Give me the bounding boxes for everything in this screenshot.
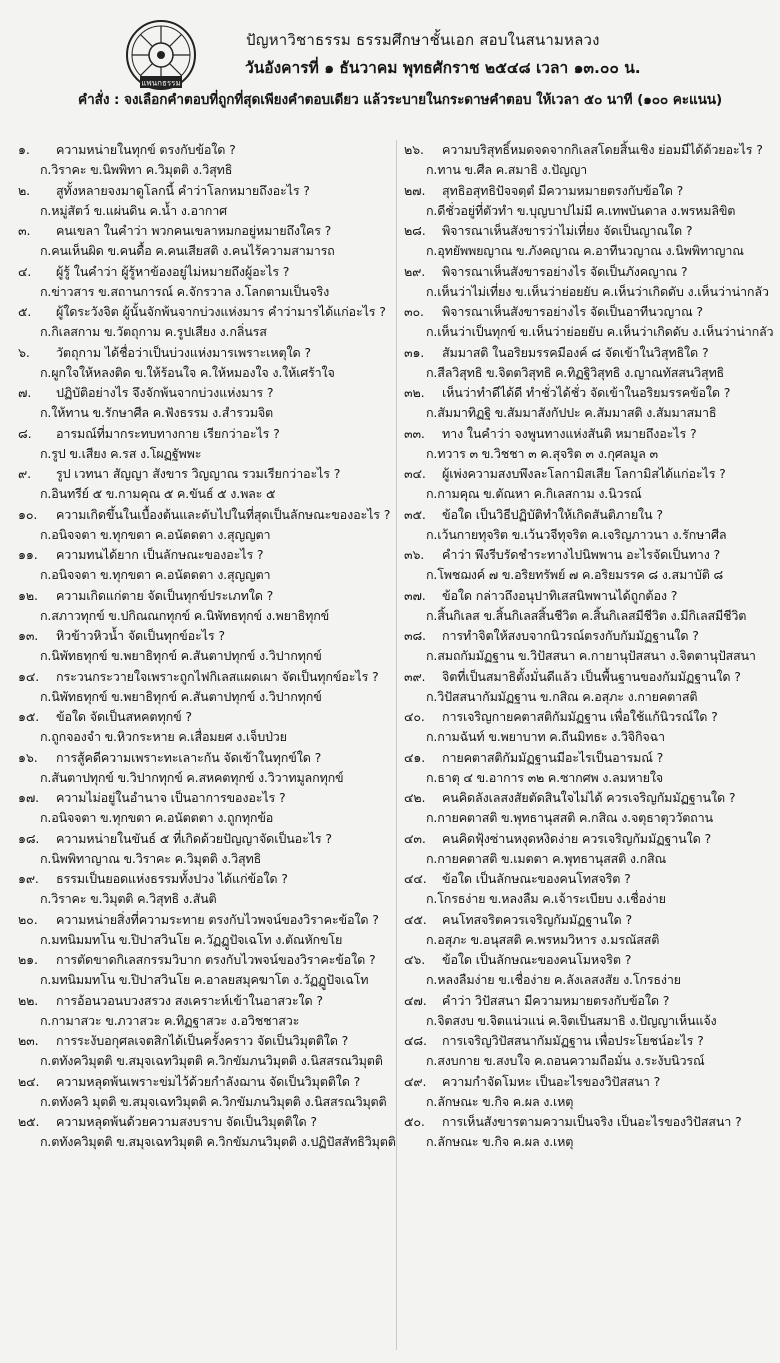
question-options: ก.ผูกใจให้หลงติด ข.ให้ร้อนใจ ค.ให้หมองใจ ง.ให้เศร้าใจ — [40, 364, 335, 380]
question-options: ก.สัมมาทิฏฐิ ข.สัมมาสังกัปปะ ค.สัมมาสติ ง.สัมมาสมาธิ — [426, 405, 717, 420]
question-text: การเจริญกายคตาสติกัมมัฏฐาน เพื่อใช้แก้นิวรณ์ใด ? — [442, 709, 718, 724]
question-number: ๔. — [18, 263, 32, 279]
question-item — [18, 829, 398, 870]
question-number: ๔๗. — [404, 992, 427, 1008]
question-text-line — [18, 262, 289, 282]
question-number: ๘. — [18, 425, 32, 441]
question-number: ๓. — [18, 223, 31, 238]
question-text: พิจารณาเห็นสังขารว่าไม่เที่ยง จัดเป็นญาณใด ? — [442, 223, 693, 238]
question-options: ก.นิพพิทาญาณ ข.วิราคะ ค.วิมุตติ ง.วิสุทธิ — [40, 850, 262, 866]
question-text-line — [404, 302, 703, 322]
question-item — [404, 181, 780, 222]
question-text-line — [404, 1031, 704, 1051]
question-item — [18, 221, 398, 262]
question-text: เห็นว่าทำดีได้ดี ทำชั่วได้ชั่ว จัดเข้าในอริยมรรคข้อใด ? — [442, 385, 731, 400]
question-text: ความหน่ายในทุกข์ ตรงกับข้อใด ? — [56, 142, 236, 157]
question-options: ก.ให้ทาน ข.รักษาศีล ค.ฟังธรรม ง.สำรวมจิต — [40, 405, 273, 420]
question-text: ความหลุดพ้นเพราะข่มไว้ด้วยกำลังฌาน จัดเป็นวิมุตติใด ? — [56, 1073, 361, 1089]
question-text-line — [404, 626, 699, 646]
question-text: ข้อใด จัดเป็นสหคตทุกข์ ? — [56, 709, 192, 724]
question-item — [18, 748, 398, 789]
question-item — [404, 1072, 780, 1113]
question-number: ๑๕. — [18, 709, 40, 724]
question-item — [404, 626, 780, 667]
question-text: ความหน่ายสิ่งที่ความระทาย ตรงกับไวพจน์ของวิราคะข้อใด ? — [56, 911, 379, 927]
questions-column-left — [18, 140, 398, 1153]
question-text: คำว่า วิปัสสนา มีความหมายตรงกับข้อใด ? — [442, 992, 670, 1008]
question-options: ก.อินทรีย์ ๕ ข.กามคุณ ๕ ค.ขันธ์ ๕ ง.พละ ๕ — [40, 486, 276, 501]
question-text-line — [18, 950, 376, 970]
question-text-line — [404, 181, 683, 201]
question-item — [404, 829, 780, 870]
question-number: ๔๔. — [404, 871, 427, 886]
question-text-line — [404, 343, 708, 363]
question-item — [404, 140, 780, 181]
question-number: ๓๔. — [404, 466, 426, 481]
question-text: คนเขลา ในคำว่า พวกคนเขลาหมกอยู่หมายถึงใคร ? — [56, 223, 332, 238]
question-number: ๑๓. — [18, 628, 39, 643]
question-text-line — [18, 667, 379, 687]
question-options: ก.วิปัสสนากัมมัฏฐาน ข.กสิณ ค.อสุภะ ง.กายคตาสติ — [426, 688, 698, 704]
question-text-line — [18, 991, 323, 1011]
question-options: ก.สมถกัมมัฏฐาน ข.วิปัสสนา ค.กายานุปัสสนา ง.จิตตานุปัสสนา — [426, 648, 756, 663]
question-text-line — [18, 140, 236, 160]
question-item — [18, 626, 398, 667]
question-item — [404, 505, 780, 546]
question-text-line — [18, 829, 332, 849]
question-number: ๒๕. — [18, 1114, 40, 1129]
question-number: ๓๘. — [404, 628, 426, 643]
question-text: กายคตาสติกัมมัฏฐานมีอะไรเป็นอารมณ์ ? — [442, 749, 664, 765]
question-item — [404, 424, 780, 465]
question-text-line — [18, 181, 310, 201]
question-options: ก.ลักษณะ ข.กิจ ค.ผล ง.เหตุ — [426, 1093, 574, 1109]
question-text-line — [404, 424, 696, 444]
question-number: ๔๑. — [404, 749, 426, 765]
question-number: ๔๖. — [404, 952, 426, 967]
question-text-line — [18, 707, 192, 727]
question-number: ๑๑. — [18, 547, 38, 562]
dharma-wheel-logo-icon — [118, 18, 204, 92]
question-options: ก.นิพัทธทุกข์ ข.พยาธิทุกข์ ค.สันตาปทุกข์ ง.วิปากทุกข์ — [40, 688, 322, 704]
question-options: ก.เห็นว่าเป็นทุกข์ ข.เห็นว่าย่อยยับ ค.เห็นว่าเกิดดับ ง.เห็นว่าน่ากลัว — [426, 324, 774, 339]
question-number: ๓๕. — [404, 506, 426, 522]
question-number: ๒. — [18, 182, 31, 198]
question-item — [18, 1112, 398, 1153]
question-number: ๔๙. — [404, 1073, 427, 1089]
question-number: ๔๐. — [404, 709, 425, 724]
question-item — [404, 262, 780, 303]
question-number: ๔๕. — [404, 911, 427, 927]
question-options: ก.นิพัทธทุกข์ ข.พยาธิทุกข์ ค.สันตาปทุกข์ ง.วิปากทุกข์ — [40, 648, 322, 663]
question-options: ก.เว้นกายทุจริต ข.เว้นวจีทุจริต ค.เจริญภาวนา ง.รักษาศีล — [426, 526, 727, 542]
question-number: ๒๔. — [18, 1073, 40, 1089]
question-text: ผู้รู้ ในคำว่า ผู้รู้หาข้องอยู่ไม่หมายถึงผู้อะไร ? — [56, 263, 290, 279]
question-options: ก.วิราคะ ข.วิมุตติ ค.วิสุทธิ ง.สันติ — [40, 891, 217, 906]
question-text-line — [18, 586, 273, 606]
question-text-line — [404, 1112, 742, 1132]
question-number: ๒๓. — [18, 1033, 39, 1048]
question-item — [18, 586, 398, 627]
question-options: ก.มทนิมมทโน ข.ปิปาสวินโย ค.อาลยสมุคฆาโต ง.วัฏฏูปัจเฉโท — [40, 972, 369, 987]
question-number: ๓๐. — [404, 304, 424, 319]
question-text: ผู้เพ่งความสงบพึงละโลกามิสเสีย โลกามิสได้แก่อะไร ? — [442, 466, 726, 481]
question-options: ก.อนิจจตา ข.ทุกขตา ค.อนัตตตา ง.สุญญตา — [40, 567, 271, 582]
question-text-line — [404, 1072, 660, 1092]
question-number: ๑๗. — [18, 790, 40, 805]
question-number: ๑. — [18, 142, 30, 157]
question-number: ๓๑. — [404, 344, 425, 360]
question-number: ๑๒. — [18, 587, 38, 603]
question-number: ๓๖. — [404, 547, 425, 562]
question-text: ความบริสุทธิ์หมดจดจากกิเลสโดยสิ้นเชิง ย่อมมีได้ด้วยอะไร ? — [442, 142, 763, 157]
question-item — [404, 302, 780, 343]
question-text-line — [404, 950, 631, 970]
question-text-line — [404, 221, 692, 241]
question-text: สุทธิอสุทธิปัจจตฺตํ มีความหมายตรงกับข้อใด ? — [442, 182, 684, 198]
question-options: ก.วิราคะ ข.นิพพิทา ค.วิมุตติ ง.วิสุทธิ — [40, 162, 233, 177]
question-text: ข้อใด เป็นลักษณะของคนโมหจริต ? — [442, 952, 632, 967]
question-item — [404, 869, 780, 910]
question-item — [18, 262, 398, 303]
question-options: ก.ทวาร ๓ ข.วิชชา ๓ ค.สุจริต ๓ ง.กุศลมูล ๓ — [426, 445, 658, 461]
question-item — [404, 464, 780, 505]
question-options: ก.ทาน ข.ศีล ค.สมาธิ ง.ปัญญา — [426, 162, 587, 177]
question-text: ความหลุดพ้นด้วยความสงบราบ จัดเป็นวิมุตติใด ? — [56, 1114, 317, 1129]
question-number: ๙. — [18, 466, 31, 481]
question-text: ความเกิดขึ้นในเบื้องต้นและดับไปในที่สุดเป็นลักษณะของอะไร ? — [56, 506, 391, 522]
question-options: ก.ตทังควิมุตติ ข.สมุจเฉทวิมุตติ ค.วิกขัมภนวิมุตติ ง.นิสสรณวิมุตติ — [40, 1053, 383, 1068]
question-text-line — [18, 221, 331, 241]
question-text-line — [18, 1031, 348, 1051]
question-text: ผู้ใดระวังจิต ผู้นั้นจักพ้นจากบ่วงแห่งมาร คำว่ามารได้แก่อะไร ? — [56, 304, 386, 319]
question-options: ก.โพชฌงค์ ๗ ข.อริยทรัพย์ ๗ ค.อริยมรรค ๘ ง.สมาบัติ ๘ — [426, 567, 724, 582]
question-text: ความทนได้ยาก เป็นลักษณะของอะไร ? — [56, 547, 264, 562]
question-number: ๓๙. — [404, 668, 426, 684]
question-text: จิตที่เป็นสมาธิตั้งมั่นดีแล้ว เป็นพื้นฐานของกัมมัฏฐานใด ? — [442, 668, 741, 684]
exam-title: ปัญหาวิชาธรรม ธรรมศึกษาชั้นเอก สอบในสนามหลวง — [246, 31, 600, 49]
question-text-line — [18, 1112, 317, 1132]
exam-date-time: วันอังคารที่ ๑ ธันวาคม พุทธศักราช ๒๕๔๘ เวลา ๑๓.๐๐ น. — [245, 59, 641, 77]
question-options: ก.กามฉันท์ ข.พยาบาท ค.ถีนมิทธะ ง.วิจิกิจฉา — [426, 729, 665, 744]
question-number: ๒๗. — [404, 182, 426, 198]
question-number: ๓๓. — [404, 425, 425, 441]
question-item — [18, 302, 398, 343]
questions-column-right — [404, 140, 780, 1153]
question-item — [18, 1031, 398, 1072]
question-options: ก.โกรธง่าย ข.หลงลืม ค.เจ้าระเบียบ ง.เชื่อง่าย — [426, 891, 666, 906]
question-text-line — [404, 545, 720, 565]
question-text-line — [404, 910, 632, 930]
question-text-line — [404, 140, 763, 160]
question-item — [18, 464, 398, 505]
question-text-line — [404, 262, 687, 282]
question-item — [18, 910, 398, 951]
question-options: ก.หมู่สัตว์ ข.แผ่นดิน ค.น้ำ ง.อากาศ — [40, 202, 227, 218]
question-options: ก.อนิจจตา ข.ทุกขตา ค.อนัตตตา ง.ถูกทุกข้อ — [40, 810, 274, 825]
question-item — [18, 383, 398, 424]
question-item — [18, 950, 398, 991]
question-item — [18, 140, 398, 181]
question-options: ก.กายคตาสติ ข.เมตตา ค.พุทธานุสสติ ง.กสิณ — [426, 850, 666, 866]
question-options: ก.คนเห็นผิด ข.คนดื้อ ค.คนเสียสติ ง.คนไร้ความสามารถ — [40, 243, 335, 258]
question-options: ก.หลงลืมง่าย ข.เชื่อง่าย ค.ลังเลสงสัย ง.โกรธง่าย — [426, 972, 681, 987]
question-options: ก.สันตาปทุกข์ ข.วิปากทุกข์ ค.สหคตทุกข์ ง.วิวาทมูลกทุกข์ — [40, 769, 344, 785]
logo-text: แพนกธรรม — [141, 78, 181, 88]
question-text-line — [404, 667, 741, 687]
question-text: การเจริญวิปัสสนากัมมัฏฐาน เพื่อประโยชน์อะไร ? — [442, 1033, 704, 1048]
question-text: ความหน่ายในขันธ์ ๕ ที่เกิดด้วยปัญญาจัดเป็นอะไร ? — [56, 830, 332, 846]
question-text-line — [18, 1072, 360, 1092]
question-text: คำว่า พึงรีบรัดชำระทางไปนิพพาน อะไรจัดเป็นทาง ? — [442, 547, 721, 562]
question-text: ความเกิดแก่ตาย จัดเป็นทุกข์ประเภทใด ? — [56, 587, 274, 603]
question-item — [18, 788, 398, 829]
question-number: ๖. — [18, 344, 30, 360]
question-text-line — [404, 586, 677, 606]
question-text-line — [18, 788, 286, 808]
question-item — [404, 343, 780, 384]
question-text-line — [18, 383, 273, 403]
question-text: สูทั้งหลายจงมาดูโลกนี้ คำว่าโลกหมายถึงอะไร ? — [56, 182, 310, 198]
question-text-line — [18, 626, 225, 646]
question-text: พิจารณาเห็นสังขารอย่างไร จัดเป็นภังคญาณ ? — [442, 263, 688, 279]
question-item — [404, 667, 780, 708]
question-number: ๔๘. — [404, 1033, 427, 1048]
question-text: คนคิดฟุ้งซ่านหงุดหงิดง่าย ควรเจริญกัมมัฏฐานใด ? — [442, 830, 712, 846]
question-item — [404, 991, 780, 1032]
question-options: ก.อสุภะ ข.อนุสสติ ค.พรหมวิหาร ง.มรณัสสติ — [426, 931, 660, 947]
question-number: ๑๘. — [18, 830, 40, 846]
question-text: อารมณ์ที่มากระทบทางกาย เรียกว่าอะไร ? — [56, 425, 280, 441]
question-item — [404, 586, 780, 627]
question-text-line — [18, 343, 311, 363]
question-text: ทาง ในคำว่า จงพูนทางแห่งสันติ หมายถึงอะไร ? — [442, 425, 697, 441]
question-text: พิจารณาเห็นสังขารอย่างไร จัดเป็นอาทีนวญาณ ? — [442, 304, 703, 319]
question-text-line — [18, 302, 386, 322]
question-item — [18, 991, 398, 1032]
question-number: ๒๑. — [18, 952, 38, 967]
question-options: ก.กิเลสกาม ข.วัตถุกาม ค.รูปเสียง ง.กลิ่นรส — [40, 324, 267, 339]
question-options: ก.กายคตาสติ ข.พุทธานุสสติ ค.กสิณ ง.จตุธาตุววัตถาน — [426, 810, 713, 825]
question-options: ก.สงบกาย ข.สงบใจ ค.ถอนความถือมั่น ง.ระงับนิวรณ์ — [426, 1053, 705, 1068]
question-text: การทำจิตให้สงบจากนิวรณ์ตรงกับกัมมัฏฐานใด ? — [442, 628, 699, 643]
question-text-line — [18, 910, 379, 930]
exam-instruction: คำสั่ง : จงเลือกคำตอบที่ถูกที่สุดเพียงคำตอบเดียว แล้วระบายในกระดาษคำตอบ ให้เวลา ๕๐ นาที (๑๐๐ คะแนน) — [78, 92, 723, 108]
question-options: ก.อนิจจตา ข.ทุกขตา ค.อนัตตตา ง.สุญญตา — [40, 526, 271, 542]
question-text: ธรรมเป็นยอดแห่งธรรมทั้งปวง ได้แก่ข้อใด ? — [56, 871, 288, 886]
question-item — [404, 221, 780, 262]
question-text-line — [18, 869, 288, 889]
question-item — [18, 424, 398, 465]
question-text-line — [18, 505, 390, 525]
question-text-line — [404, 464, 726, 484]
question-text: การอ้อนวอนบวงสรวง สงเคราะห์เข้าในอาสวะใด ? — [56, 992, 323, 1008]
question-options: ก.สิ้นกิเลส ข.สิ้นกิเลสสิ้นชีวิต ค.สิ้นกิเลสมีชีวิต ง.มีกิเลสมีชีวิต — [426, 607, 747, 623]
question-item — [404, 545, 780, 586]
question-options: ก.ลักษณะ ข.กิจ ค.ผล ง.เหตุ — [426, 1134, 574, 1149]
question-item — [404, 788, 780, 829]
question-text-line — [404, 829, 711, 849]
question-item — [18, 505, 398, 546]
question-options: ก.ตทังควิมุตติ ข.สมุจเฉทวิมุตติ ค.วิกขัมภนวิมุตติ ง.ปฏิปัสสัทธิวิมุตติ — [40, 1134, 396, 1149]
question-number: ๓๗. — [404, 587, 426, 603]
question-options: ก.มทนิมมทโน ข.ปิปาสวินโย ค.วัฏฏูปัจเฉโท ง.ตัณหักขโย — [40, 931, 343, 947]
question-text-line — [18, 545, 263, 565]
question-item — [18, 545, 398, 586]
question-item — [404, 748, 780, 789]
question-options: ก.ข่าวสาร ข.สถานการณ์ ค.จักรวาล ง.โลกตามเป็นจริง — [40, 283, 330, 299]
question-text-line — [404, 788, 735, 808]
question-number: ๓๒. — [404, 385, 425, 400]
question-text-line — [18, 464, 340, 484]
question-text-line — [404, 505, 663, 525]
question-options: ก.เห็นว่าไม่เที่ยง ข.เห็นว่าย่อยยับ ค.เห็นว่าเกิดดับ ง.เห็นว่าน่ากลัว — [426, 283, 769, 299]
question-text: รูป เวทนา สัญญา สังขาร วิญญาณ รวมเรียกว่าอะไร ? — [56, 466, 341, 481]
question-number: ๔๒. — [404, 790, 426, 805]
question-text: ความไม่อยู่ในอำนาจ เป็นอาการของอะไร ? — [56, 790, 286, 805]
question-item — [18, 869, 398, 910]
question-text: ข้อใด เป็นวิธีปฏิบัติทำให้เกิดสันติภายใน ? — [442, 506, 663, 522]
question-number: ๑๐. — [18, 506, 38, 522]
question-number: ๕. — [18, 304, 32, 319]
question-text: การตัดขาดกิเลสกรรมวิบาก ตรงกับไวพจน์ของวิราคะข้อใด ? — [56, 952, 376, 967]
question-item — [404, 1031, 780, 1072]
question-item — [18, 343, 398, 384]
question-text-line — [404, 383, 730, 403]
question-text: ปฏิบัติอย่างไร จึงจักพ้นจากบ่วงแห่งมาร ? — [56, 385, 274, 400]
question-text: กระวนกระวายใจเพราะถูกไฟกิเลสแผดเผา จัดเป็นทุกข์อะไร ? — [56, 668, 379, 684]
question-text: ความกำจัดโมหะ เป็นอะไรของวิปัสสนา ? — [442, 1073, 661, 1089]
question-options: ก.จิตสงบ ข.จิตแน่วแน่ ค.จิตเป็นสมาธิ ง.ปัญญาเห็นแจ้ง — [426, 1012, 717, 1028]
question-options: ก.ธาตุ ๔ ข.อาการ ๓๒ ค.ซากศพ ง.ลมหายใจ — [426, 769, 663, 785]
question-text: การระงับอกุศลเจตสิกได้เป็นครั้งคราว จัดเป็นวิมุตติใด ? — [56, 1033, 349, 1048]
question-options: ก.สภาวทุกข์ ข.ปกิณณกทุกข์ ค.นิพัทธทุกข์ ง.พยาธิทุกข์ — [40, 607, 330, 623]
question-text: การเห็นสังขารตามความเป็นจริง เป็นอะไรของวิปัสสนา ? — [442, 1114, 742, 1129]
question-options: ก.ตทังควิ มุตติ ข.สมุจเฉทวิมุตติ ค.วิกขัมภนวิมุตติ ง.นิสสรณวิมุตติ — [40, 1093, 387, 1109]
question-number: ๒๖. — [404, 142, 424, 157]
question-item — [404, 707, 780, 748]
question-text-line — [404, 707, 718, 727]
question-text-line — [404, 991, 669, 1011]
question-number: ๑๔. — [18, 668, 40, 684]
question-item — [18, 667, 398, 708]
question-text: วัตถุกาม ได้ชื่อว่าเป็นบ่วงแห่งมารเพราะเหตุใด ? — [56, 344, 311, 360]
question-text: สัมมาสติ ในอริยมรรคมีองค์ ๘ จัดเข้าในวิสุทธิใด ? — [442, 344, 709, 360]
question-number: ๗. — [18, 385, 32, 400]
question-text: คนโทสจริตควรเจริญกัมมัฏฐานใด ? — [442, 911, 632, 927]
question-options: ก.รูป ข.เสียง ค.รส ง.โผฏฐัพพะ — [40, 445, 202, 461]
question-number: ๒๒. — [18, 992, 39, 1008]
question-item — [404, 1112, 780, 1153]
question-text-line — [18, 748, 321, 768]
question-text: คนคิดลังเลสงสัยตัดสินใจไม่ได้ ควรเจริญกัมมัฏฐานใด ? — [442, 790, 736, 805]
question-text-line — [404, 748, 663, 768]
question-text: หิวข้าวหิวน้ำ จัดเป็นทุกข์อะไร ? — [56, 628, 225, 643]
question-text-line — [18, 424, 280, 444]
question-text: ข้อใด เป็นลักษณะของคนโทสจริต ? — [442, 871, 631, 886]
question-number: ๒๘. — [404, 223, 426, 238]
question-item — [404, 383, 780, 424]
question-options: ก.สีลวิสุทธิ ข.จิตตวิสุทธิ ค.ทิฏฐิวิสุทธิ ง.ญาณทัสสนวิสุทธิ — [426, 364, 725, 380]
question-number: ๔๓. — [404, 830, 426, 846]
question-text: ข้อใด กล่าวถึงอนุปาทิเสสนิพพานได้ถูกต้อง ? — [442, 587, 678, 603]
question-item — [18, 707, 398, 748]
question-options: ก.กามคุณ ข.ตัณหา ค.กิเลสกาม ง.นิวรณ์ — [426, 486, 642, 501]
question-number: ๕๐. — [404, 1114, 425, 1129]
question-options: ก.ดีชั่วอยู่ที่ตัวทำ ข.บุญบาปไม่มี ค.เทพบันดาล ง.พรหมลิขิต — [426, 202, 736, 218]
question-item — [404, 950, 780, 991]
question-number: ๒๙. — [404, 263, 426, 279]
question-item — [404, 910, 780, 951]
question-text: การสู้คดีความเพราะทะเลาะกัน จัดเข้าในทุกข์ใด ? — [56, 749, 322, 765]
question-text-line — [404, 869, 631, 889]
question-number: ๑๙. — [18, 871, 39, 886]
question-number: ๑๖. — [18, 749, 38, 765]
question-number: ๒๐. — [18, 911, 38, 927]
question-options: ก.อุทยัพพยญาณ ข.ภังคญาณ ค.อาทีนวญาณ ง.นิพพิทาญาณ — [426, 243, 744, 258]
question-item — [18, 1072, 398, 1113]
question-options: ก.ถูกจองจำ ข.หิวกระหาย ค.เสื่อมยศ ง.เจ็บป่วย — [40, 729, 287, 744]
question-options: ก.กามาสวะ ข.ภวาสวะ ค.ทิฏฐาสวะ ง.อวิชชาสวะ — [40, 1012, 300, 1028]
question-item — [18, 181, 398, 222]
